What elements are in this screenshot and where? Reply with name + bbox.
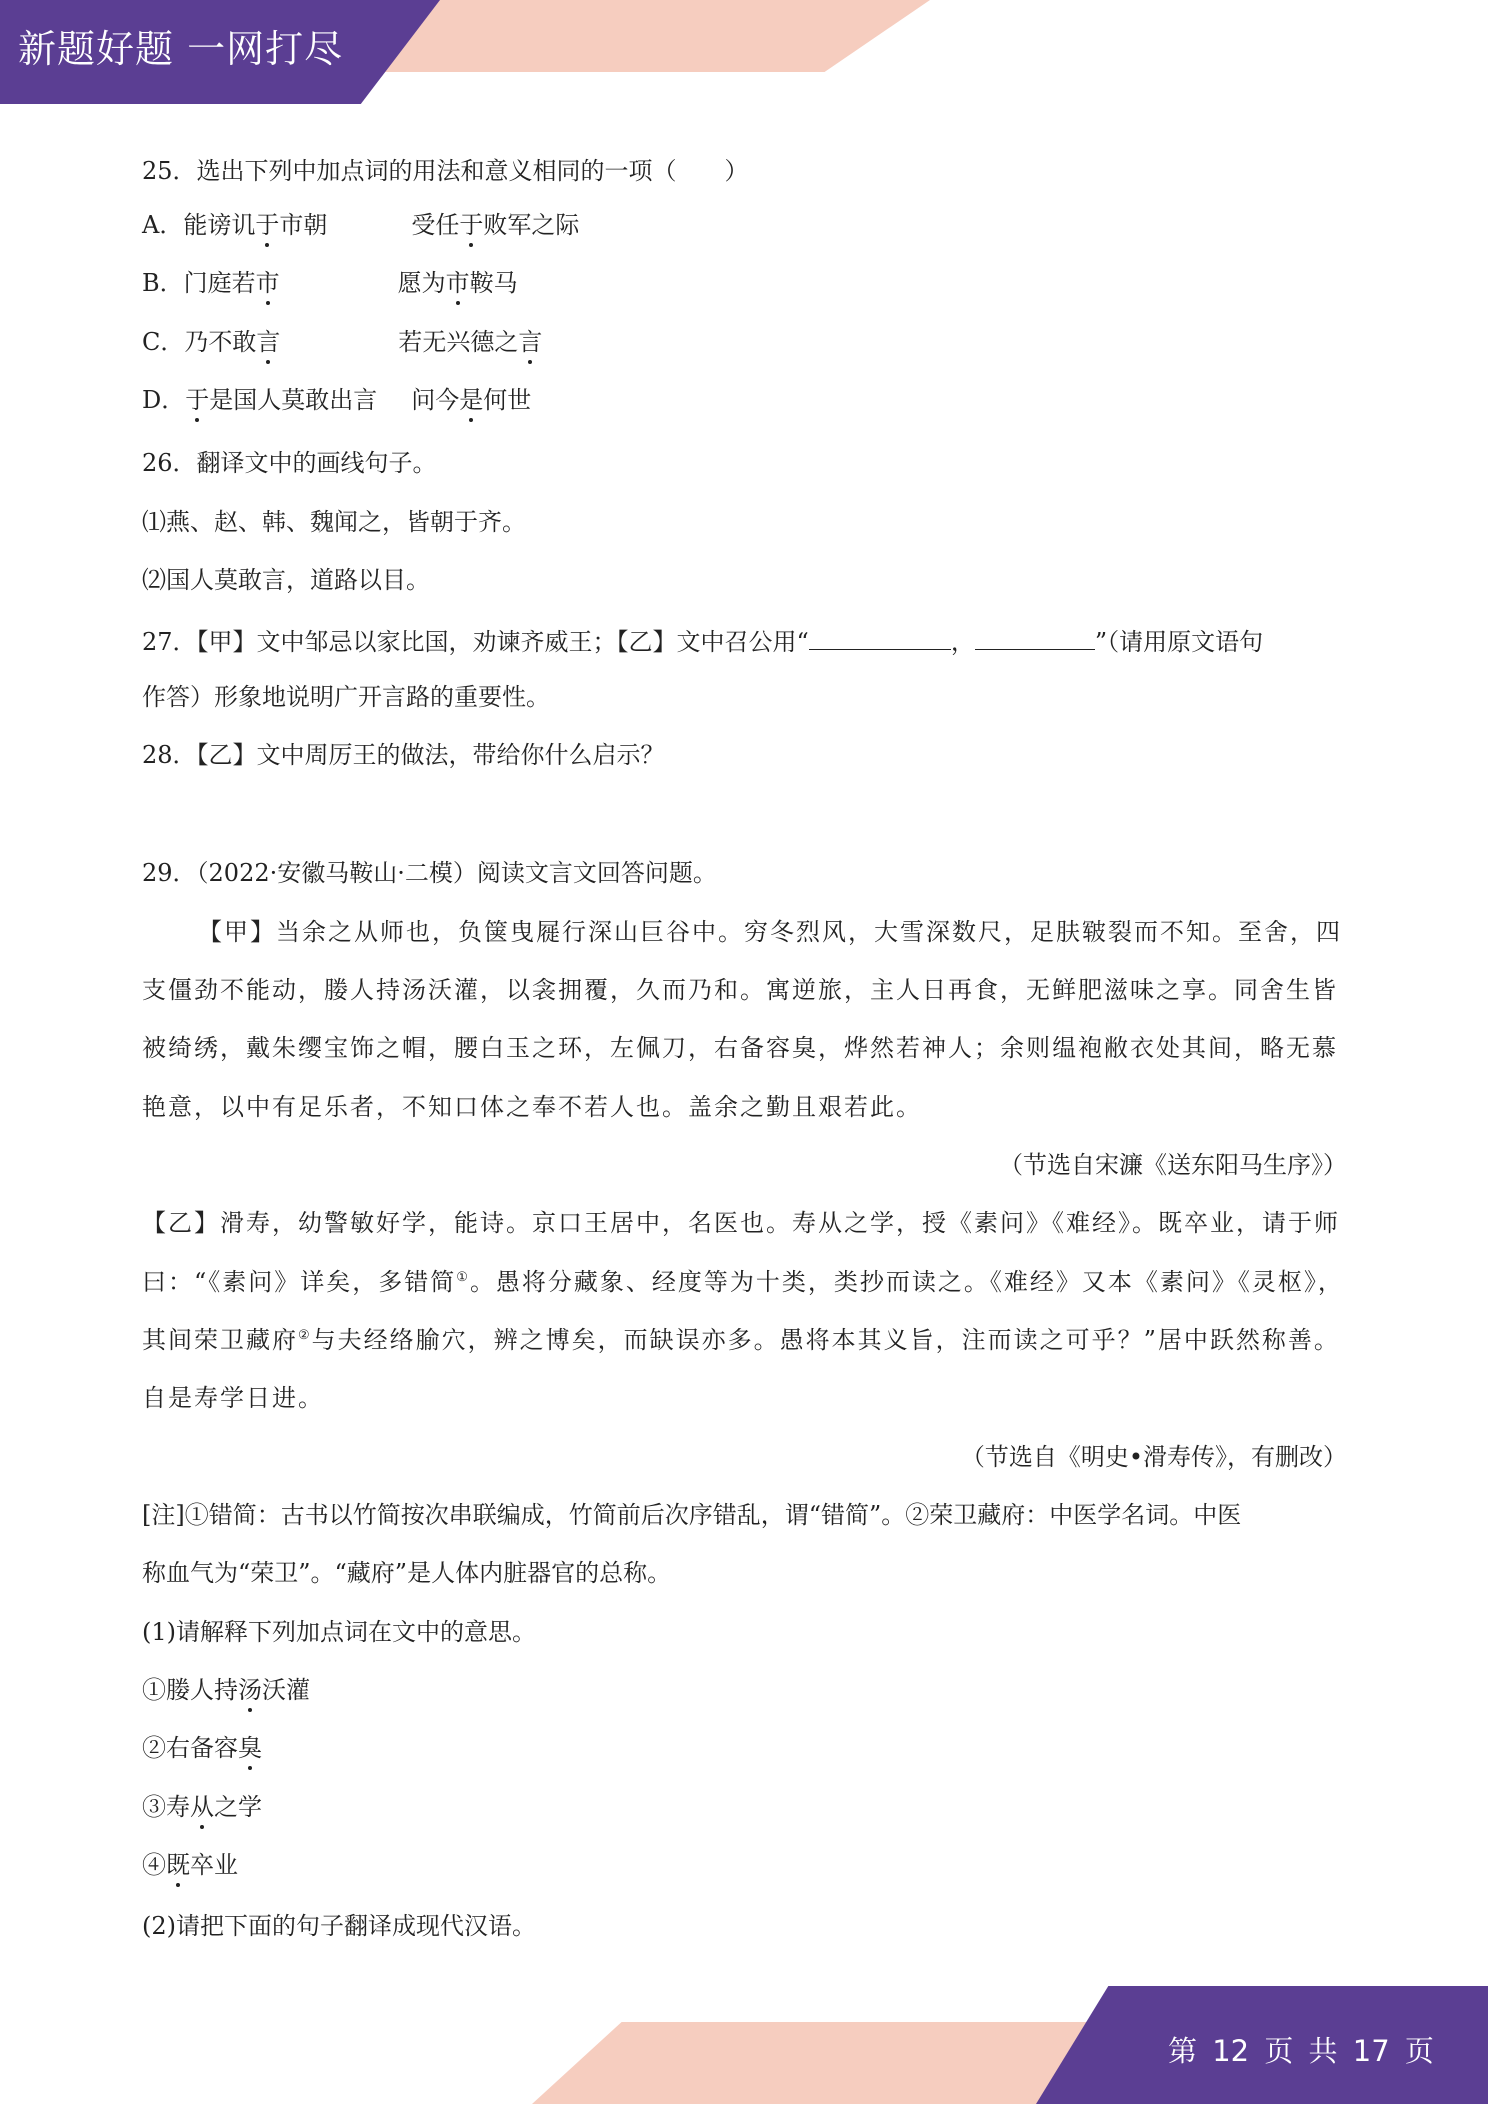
word-text: 沃灌 <box>262 1676 310 1704</box>
q25-stem: 25．选出下列中加点词的用法和意义相同的一项（ ） <box>142 157 749 185</box>
footnote-marker: ① <box>456 1270 470 1285</box>
jia-line-3: 被绮绣，戴朱缨宝饰之帽，腰白玉之环，左佩刀，右备容臭，烨然若神人；余则缊袍敝衣处其间，略无慕 <box>142 1034 1338 1062</box>
jia-source: （节选自宋濂《送东阳马生序》） <box>999 1151 1347 1179</box>
answer-blank-1 <box>809 627 951 650</box>
sub-question-1: (1)请解释下列加点词在文中的意思。 <box>142 1618 536 1646</box>
dotted-word: 于 <box>185 386 210 414</box>
q27-line-2: 作答）形象地说明广开言路的重要性。 <box>142 683 550 711</box>
dotted-word: 市 <box>255 269 280 297</box>
word-text: ②右备容 <box>142 1734 238 1762</box>
footer-pink-band <box>532 2022 1092 2104</box>
q26-stem: 26．翻译文中的画线句子。 <box>142 449 437 477</box>
dotted-word: 于 <box>255 211 280 239</box>
word-text: ①媵人持 <box>142 1676 238 1704</box>
q25-option-b <box>142 271 518 295</box>
yi-text: 曰：“《素问》详矣，多错简 <box>142 1268 457 1296</box>
q26-sentence-2: ⑵国人莫敢言，道路以目。 <box>142 566 430 594</box>
q28-stem: 28．【乙】文中周厉王的做法，带给你什么启示？ <box>142 741 665 769</box>
q27-text: 27．【甲】文中邹忌以家比国，劝谏齐威王；【乙】文中召公用“ <box>142 628 809 656</box>
word-item-2 <box>142 1736 262 1760</box>
answer-blank-2 <box>975 627 1095 650</box>
header-pink-band <box>375 0 930 72</box>
note-line-2: 称血气为“荣卫”。“藏府”是人体内脏器官的总称。 <box>142 1559 672 1587</box>
word-text: ③寿 <box>142 1793 190 1821</box>
option-text: 若无兴德之 <box>398 328 519 356</box>
sub-question-2: (2)请把下面的句子翻译成现代汉语。 <box>142 1912 536 1940</box>
dotted-word: 于 <box>459 211 484 239</box>
yi-line-4: 自是寿学日进。 <box>142 1384 324 1412</box>
dotted-word: 是 <box>459 386 484 414</box>
option-text: B．门庭若 <box>142 269 256 297</box>
footnote-marker: ② <box>298 1328 312 1343</box>
yi-line-1: 【乙】滑寿，幼警敏好学，能诗。京口王居中，名医也。寿从之学，授《素问》《难经》。既卒业，请于师 <box>142 1209 1340 1237</box>
yi-line-3 <box>142 1328 1340 1352</box>
yi-text: 与夫经络腧穴，辨之博矣，而缺误亦多。愚将本其义旨，注而读之可乎？”居中跃然称善。 <box>311 1326 1340 1354</box>
option-text: 问今 <box>411 386 460 414</box>
dotted-word: 汤 <box>238 1676 262 1704</box>
word-item-3 <box>142 1795 262 1819</box>
option-text: 何世 <box>483 386 532 414</box>
option-text: 鞍马 <box>469 269 518 297</box>
dotted-word: 言 <box>256 328 281 356</box>
word-text: 卒业 <box>190 1851 238 1879</box>
option-text: 愿为 <box>397 269 446 297</box>
yi-text: 。愚将分藏象、经度等为十类，类抄而读之。《难经》又本《素问》《灵枢》， <box>469 1268 1344 1296</box>
word-item-1 <box>142 1678 310 1702</box>
option-text: 市朝 <box>279 211 328 239</box>
yi-line-2 <box>142 1270 1344 1294</box>
dotted-word: 言 <box>518 328 543 356</box>
dotted-word: 臭 <box>238 1734 262 1762</box>
jia-line-4: 艳意，以中有足乐者，不知口体之奉不若人也。盖余之勤且艰若此。 <box>142 1093 922 1121</box>
yi-source: （节选自《明史•滑寿传》，有删改） <box>960 1443 1347 1471</box>
word-item-4 <box>142 1853 238 1877</box>
q27-line-1 <box>142 627 1263 654</box>
header-title: 新题好题 一网打尽 <box>18 27 344 71</box>
option-text: 受任 <box>411 211 460 239</box>
q25-option-c <box>142 330 542 354</box>
q25-option-d <box>142 388 531 412</box>
q26-sentence-1: ⑴燕、赵、韩、魏闻之，皆朝于齐。 <box>142 508 526 536</box>
note-line-1: [注]①错简：古书以竹简按次串联编成，竹简前后次序错乱，谓“错简”。②荣卫藏府：中医学名词。中医 <box>142 1501 1242 1529</box>
jia-line-1: 【甲】当余之从师也，负箧曳屣行深山巨谷中。穷冬烈风，大雪深数尺，足肤皲裂而不知。至舍，四 <box>198 918 1342 946</box>
dotted-word: 从 <box>190 1793 214 1821</box>
option-text: 是国人莫敢出言 <box>209 386 378 414</box>
page-number: 第 12 页 共 17 页 <box>1168 2034 1434 2068</box>
word-text: 之学 <box>214 1793 262 1821</box>
option-text: 败军之际 <box>483 211 580 239</box>
q27-comma: ， <box>950 628 975 656</box>
yi-text: 其间荣卫藏府 <box>142 1326 298 1354</box>
q27-text: ”（请用原文语句 <box>1094 628 1264 656</box>
option-text: A．能谤讥 <box>142 211 256 239</box>
q29-stem: 29．（2022·安徽马鞍山·二模）阅读文言文回答问题。 <box>142 859 717 887</box>
option-text: C．乃不敢 <box>142 328 257 356</box>
jia-line-2: 支僵劲不能动，媵人持汤沃灌，以衾拥覆，久而乃和。寓逆旅，主人日再食，无鲜肥滋味之享。同舍生皆 <box>142 976 1338 1004</box>
word-text: ④ <box>142 1851 166 1879</box>
dotted-word: 市 <box>445 269 470 297</box>
option-text: D． <box>142 386 186 414</box>
q25-option-a <box>142 213 579 237</box>
dotted-word: 既 <box>166 1851 190 1879</box>
